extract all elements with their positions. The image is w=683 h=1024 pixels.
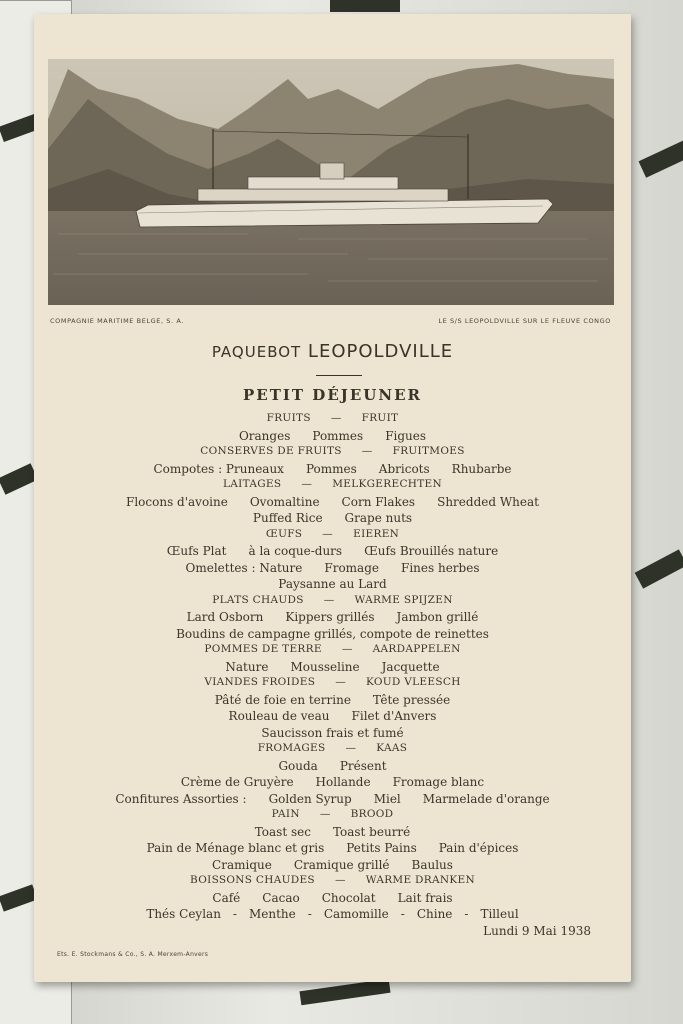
menu-item: Jambon grillé [396,610,479,624]
menu-item: Crème de Gruyère [180,775,294,789]
title-rule [316,375,362,376]
section-name-nl: KAAS [376,742,408,754]
section-name-fr: POMMES DE TERRE [204,643,322,655]
menu-item: Filet d'Anvers [351,709,437,723]
menu-item-row [34,775,631,792]
section-name-nl: WARME SPIJZEN [354,593,453,606]
menu-date: Lundi 9 Mai 1938 [483,924,591,938]
menu-item: Fromage blanc [392,775,485,789]
menu-item-row [34,825,631,842]
title-prefix: PAQUEBOT [211,343,302,361]
menu-item: Pommes [305,461,357,476]
menu-item: Baulus [411,857,453,872]
ship-illustration [48,59,614,305]
section-dash: — [345,742,357,754]
menu-item: Présent [339,758,387,773]
menu-item: Puffed Rice [252,511,323,525]
menu-item: Rouleau de veau [228,709,330,723]
menu-item-row [34,693,631,710]
section-dash: — [323,593,335,606]
menu-item: Confitures Assorties : [115,791,247,806]
menu-section-header [34,412,631,429]
menu-item: Ovomaltine [249,494,320,509]
menu-item-row [34,610,631,627]
menu-item: Œufs Brouillés nature [364,544,499,558]
menu-item-row [34,495,631,512]
menu-item-row [34,660,631,677]
menu-item: Tilleul [480,907,519,921]
menu-section-header [34,808,631,825]
menu-item: Tête pressée [372,692,451,707]
menu-item: Marmelade d'orange [422,791,550,806]
menu-section-header [34,478,631,495]
section-dash: — [341,643,353,655]
menu-section-header [34,874,631,891]
section-name-fr: CONSERVES DE FRUITS [200,445,342,457]
menu-item: Boudins de campagne grillés, compote de reinettes [176,626,489,641]
menu-item: Saucisson frais et fumé [261,725,404,740]
menu-item: Kippers grillés [285,610,375,624]
menu-item: Chocolat [321,890,376,905]
menu-item: Pâté de foie en terrine [214,692,351,707]
menu-item-row [34,841,631,858]
menu-item: Pain de Ménage blanc et gris [146,841,325,855]
section-dash: — [330,412,342,424]
menu-item: Cramique grillé [293,857,390,872]
menu-item: Camomille [323,907,389,921]
section-name-fr: FRUITS [266,412,311,424]
section-name-fr: PLATS CHAUDS [212,593,304,606]
menu-item-row [34,627,631,644]
menu-item-row [34,726,631,743]
menu-item-row [34,792,631,809]
section-name-fr: PAIN [271,808,300,820]
menu-section-header [34,594,631,611]
menu-item-row [34,709,631,726]
menu-item-row [34,759,631,776]
section-name-fr: FROMAGES [257,742,326,754]
menu-item: Œufs Plat [166,544,227,558]
item-separator: - [400,907,405,921]
section-name-fr: VIANDES FROIDES [204,676,316,688]
menu-item-row [34,577,631,594]
menu-item-row [34,511,631,528]
menu-item: Toast beurré [332,824,411,839]
section-name-fr: ŒUFS [265,527,303,540]
menu-section-header [34,528,631,545]
section-dash: — [301,478,313,490]
item-separator: - [307,907,312,921]
menu-item: Omelettes : Nature [185,560,303,575]
section-name-fr: BOISSONS CHAUDES [190,874,315,886]
menu-item: à la coque-durs [248,544,343,558]
menu-item: Corn Flakes [341,494,416,509]
section-name-fr: LAITAGES [223,478,282,490]
section-dash: — [334,874,346,886]
menu-item: Compotes : Pruneaux [153,461,284,476]
section-name-nl: BROOD [350,808,394,820]
menu-item: Grape nuts [344,511,413,525]
menu-item: Paysanne au Lard [278,577,387,591]
ship-name: LEOPOLDVILLE [307,341,454,362]
menu-item: Golden Syrup [268,791,352,806]
menu-item: Abricots [378,461,430,476]
menu-section-header [34,643,631,660]
item-separator: - [464,907,469,921]
section-dash: — [335,676,346,688]
menu-item: Mousseline [290,659,360,674]
menu-section-header [34,676,631,693]
section-name-nl: WARME DRANKEN [365,874,475,886]
menu-item: Lait frais [397,890,453,905]
menu-item: Jacquette [381,659,440,674]
menu-item-row [34,429,631,446]
menu-item: Nature [225,659,269,674]
section-name-nl: KOUD VLEESCH [366,676,461,688]
section-name-nl: FRUIT [361,412,399,424]
menu-item: Gouda [278,758,318,773]
menu-item: Cramique [212,857,272,872]
printer-imprint: Ets. E. Stockmans & Co., S. A. Merxem-Anvers [57,951,209,958]
item-separator: - [232,907,237,921]
section-dash: — [322,527,334,540]
menu-item-row [34,561,631,578]
menu-section-header [34,742,631,759]
menu-item: Shredded Wheat [437,494,539,509]
menu-item: Menthe [248,907,296,921]
section-name-nl: MELKGERECHTEN [332,478,442,490]
menu-item-row [34,462,631,479]
menu-item: Pommes [312,428,364,443]
menu-item: Flocons d'avoine [126,494,228,509]
section-dash: — [361,445,373,457]
menu-item: Thés Ceylan [146,907,221,921]
menu-item: Chine [416,907,453,921]
menu-item: Toast sec [254,824,311,839]
section-name-nl: EIEREN [353,527,400,540]
menu-item: Pain d'épices [438,841,519,855]
menu-item: Hollande [315,775,371,789]
section-name-nl: FRUITMOES [392,445,465,457]
menu-item: Miel [373,791,401,806]
menu-item: Fromage [324,560,379,575]
section-dash: — [319,808,331,820]
menu-item: Figues [385,428,427,443]
menu-item: Rhubarbe [451,461,512,476]
page-title [34,341,631,362]
menu-section-header [34,445,631,462]
menu-item: Lard Osborn [186,610,264,624]
illustration-caption: LE S/S LEOPOLDVILLE SUR LE FLEUVE CONGO [438,317,611,325]
section-name-nl: AARDAPPELEN [372,643,461,655]
company-caption: COMPAGNIE MARITIME BELGE, S. A. [50,317,184,325]
menu-item: Petits Pains [346,841,417,855]
meal-title: PETIT DÉJEUNER [243,386,422,404]
menu-item-row [34,891,631,908]
menu-item-row [34,544,631,561]
menu-item: Cacao [262,890,300,905]
menu-item: Café [212,890,241,905]
menu-item: Fines herbes [401,560,480,575]
menu-item-row [34,907,631,924]
menu-item: Oranges [238,428,291,443]
menu-item-row [34,858,631,875]
